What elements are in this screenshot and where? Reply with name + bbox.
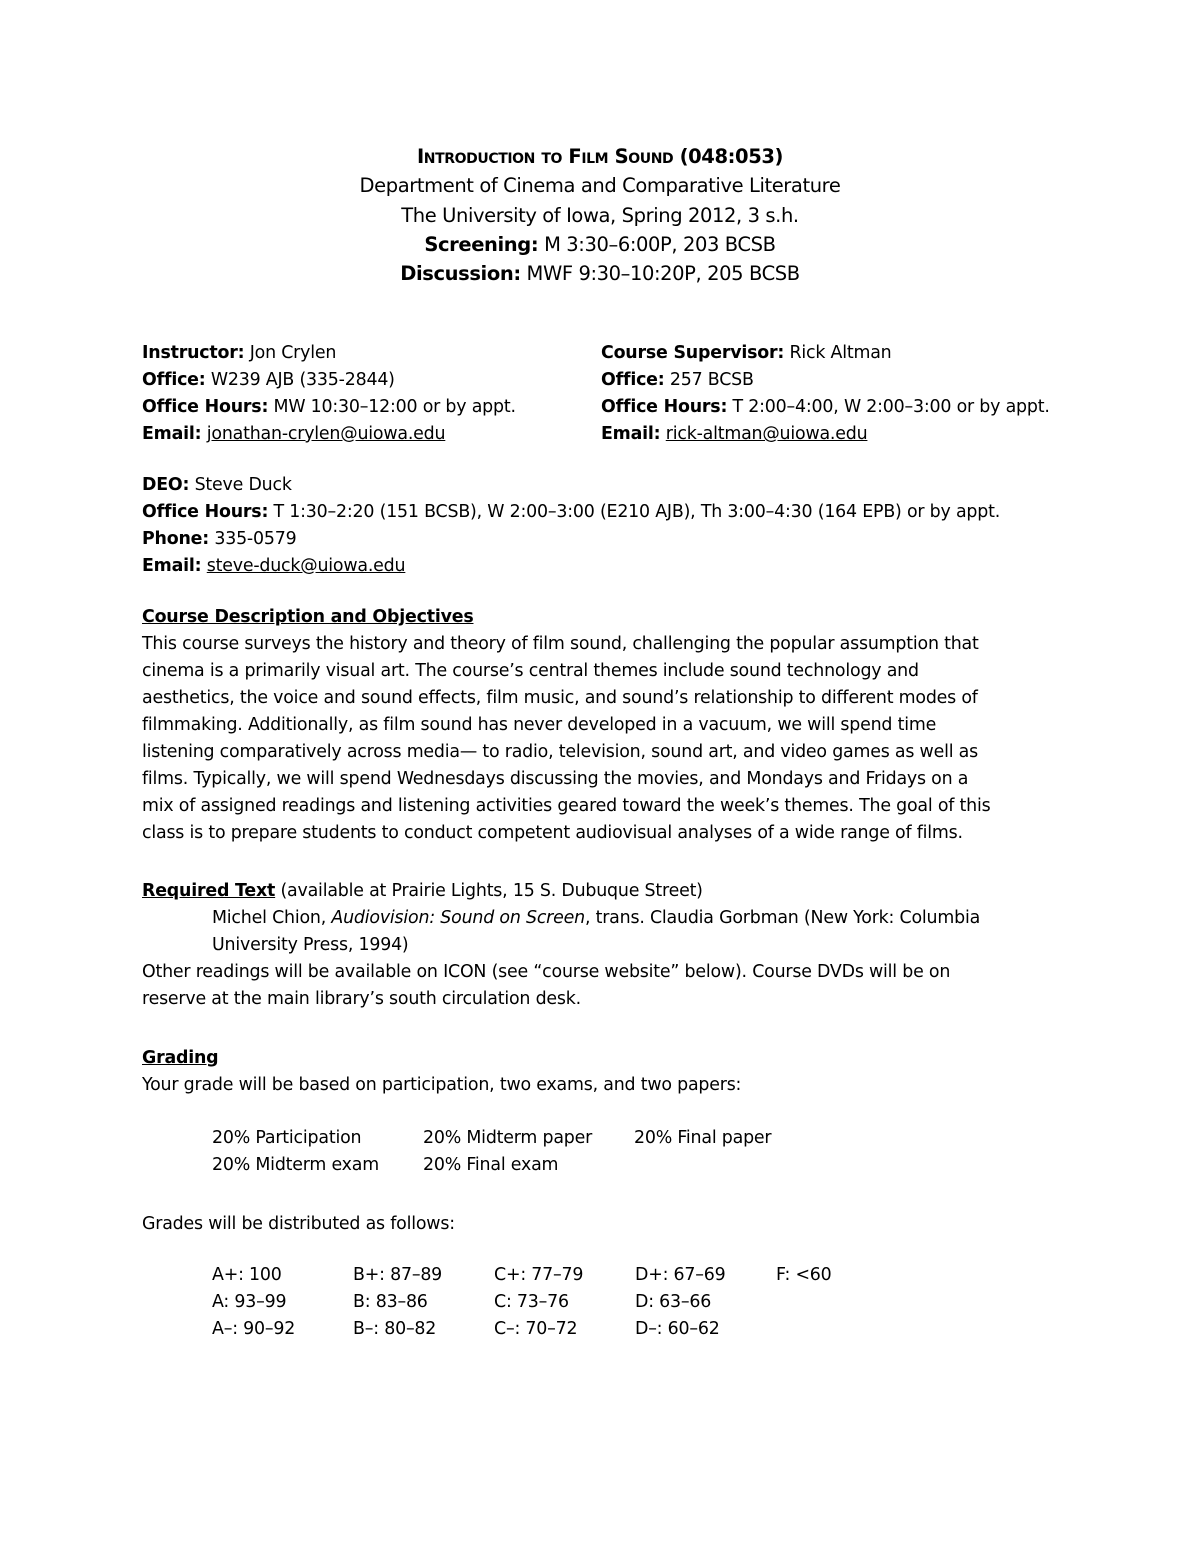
deo-email-label: Email: xyxy=(142,556,202,576)
deo-hours-label: Office Hours: xyxy=(142,502,269,522)
required-text-section xyxy=(142,878,980,1013)
supervisor-name-line xyxy=(601,340,1050,367)
supervisor-block xyxy=(601,340,1050,448)
discussion-label: Discussion: xyxy=(400,262,521,286)
deo-email-line xyxy=(142,553,1000,580)
grading-section xyxy=(142,1045,741,1099)
citation-title: Audiovision: Sound on Screen xyxy=(331,908,585,928)
discussion-value: MWF 9:30–10:20P, 205 BCSB xyxy=(520,262,800,286)
instructor-office-label: Office: xyxy=(142,370,206,390)
supervisor-hours-label: Office Hours: xyxy=(601,397,728,417)
supervisor-office: 257 BCSB xyxy=(664,370,754,390)
supervisor-email-line xyxy=(601,421,1050,448)
table-cell: 20% Midterm paper xyxy=(423,1128,593,1148)
instructor-hours-label: Office Hours: xyxy=(142,397,269,417)
instructor-email-line xyxy=(142,421,516,448)
supervisor-hours-line xyxy=(601,394,1050,421)
supervisor-office-line xyxy=(601,367,1050,394)
grading-intro: Your grade will be based on participation, two exams, and two papers: xyxy=(142,1075,742,1095)
deo-phone-line xyxy=(142,526,1000,553)
other-readings-line-1: Other readings will be available on ICON (see “course website” below). Course DVDs will be on xyxy=(142,962,951,982)
supervisor-name: Rick Altman xyxy=(784,343,892,363)
table-row xyxy=(212,1319,917,1346)
table-cell: A+: 100 xyxy=(212,1265,282,1285)
deo-email-link[interactable]: steve-duck@uiowa.edu xyxy=(206,556,406,576)
description-line: filmmaking. Additionally, as film sound has never developed in a vacuum, we will spend time xyxy=(142,715,937,735)
instructor-email-link[interactable]: jonathan-crylen@uiowa.edu xyxy=(206,424,446,444)
course-header xyxy=(0,142,1200,288)
table-cell: C–: 70–72 xyxy=(494,1319,578,1339)
grading-heading: Grading xyxy=(142,1048,219,1068)
deo-block xyxy=(142,472,1000,580)
other-readings-line-2: reserve at the main library’s south circulation desk. xyxy=(142,989,581,1009)
table-cell: D: 63–66 xyxy=(635,1292,712,1312)
supervisor-label: Course Supervisor: xyxy=(601,343,785,363)
instructor-office: W239 AJB (335-2844) xyxy=(205,370,395,390)
deo-name-line xyxy=(142,472,1000,499)
required-text-heading: Required Text xyxy=(142,881,276,901)
table-cell: 20% Participation xyxy=(212,1128,362,1148)
description-line: listening comparatively across media— to radio, television, sound art, and video games as well as xyxy=(142,742,978,762)
table-row xyxy=(212,1155,771,1182)
deo-label: DEO: xyxy=(142,475,190,495)
screening-value: M 3:30–6:00P, 203 BCSB xyxy=(538,232,776,256)
instructor-email-label: Email: xyxy=(142,424,202,444)
table-cell: B: 83–86 xyxy=(353,1292,428,1312)
description-line: films. Typically, we will spend Wednesdays discussing the movies, and Mondays and Fridays on a xyxy=(142,769,969,789)
table-cell: 20% Midterm exam xyxy=(212,1155,379,1175)
table-cell: C: 73–76 xyxy=(494,1292,569,1312)
deo-hours-line xyxy=(142,499,1000,526)
description-line: This course surveys the history and theory of film sound, challenging the popular assumption that xyxy=(142,634,979,654)
description-line: mix of assigned readings and listening activities geared toward the week’s themes. The goal of this xyxy=(142,796,991,816)
deo-hours: T 1:30–2:20 (151 BCSB), W 2:00–3:00 (E210 AJB), Th 3:00–4:30 (164 EPB) or by appt. xyxy=(268,502,1001,522)
citation-line-1 xyxy=(142,905,980,932)
screening-line xyxy=(0,230,1200,259)
instructor-block xyxy=(142,340,516,448)
table-cell: F: <60 xyxy=(776,1265,832,1285)
instructor-hours: MW 10:30–12:00 or by appt. xyxy=(268,397,516,417)
table-cell: B+: 87–89 xyxy=(353,1265,443,1285)
citation-author: Michel Chion, xyxy=(212,908,332,928)
supervisor-email-label: Email: xyxy=(601,424,661,444)
course-description-heading: Course Description and Objectives xyxy=(142,607,474,627)
grade-weights-table xyxy=(212,1128,771,1182)
instructor-office-line xyxy=(142,367,516,394)
citation-line-2: University Press, 1994) xyxy=(212,935,409,955)
table-cell: A: 93–99 xyxy=(212,1292,287,1312)
distribution-label: Grades will be distributed as follows: xyxy=(142,1214,455,1234)
table-cell xyxy=(776,1319,917,1346)
table-cell: A–: 90–92 xyxy=(212,1319,296,1339)
discussion-line xyxy=(0,259,1200,288)
table-cell: D–: 60–62 xyxy=(635,1319,720,1339)
course-title: Introduction to Film Sound (048:053) xyxy=(416,145,784,168)
table-row xyxy=(212,1292,917,1319)
table-cell: B–: 80–82 xyxy=(353,1319,437,1339)
table-row xyxy=(212,1128,771,1155)
description-line: aesthetics, the voice and sound effects, film music, and sound’s relationship to different modes of xyxy=(142,688,978,708)
table-cell: 20% Final paper xyxy=(634,1128,772,1148)
required-text-availability: (available at Prairie Lights, 15 S. Dubuque Street) xyxy=(275,881,703,901)
deo-phone: 335-0579 xyxy=(209,529,297,549)
university-line: The University of Iowa, Spring 2012, 3 s.h. xyxy=(401,203,799,227)
course-description-section xyxy=(142,604,1062,847)
supervisor-office-label: Office: xyxy=(601,370,665,390)
deo-phone-label: Phone: xyxy=(142,529,210,549)
table-cell xyxy=(634,1155,771,1182)
department-line: Department of Cinema and Comparative Literature xyxy=(359,174,841,198)
table-cell: 20% Final exam xyxy=(423,1155,559,1175)
instructor-name-line xyxy=(142,340,516,367)
description-line: class is to prepare students to conduct competent audiovisual analyses of a wide range of films. xyxy=(142,823,963,843)
instructor-name: Jon Crylen xyxy=(244,343,337,363)
required-text-heading-line xyxy=(142,878,980,905)
instructor-hours-line xyxy=(142,394,516,421)
table-cell: C+: 77–79 xyxy=(494,1265,584,1285)
supervisor-email-link[interactable]: rick-altman@uiowa.edu xyxy=(665,424,868,444)
table-cell xyxy=(776,1292,917,1319)
instructor-label: Instructor: xyxy=(142,343,245,363)
table-cell: D+: 67–69 xyxy=(635,1265,726,1285)
citation-details: , trans. Claudia Gorbman (New York: Columbia xyxy=(584,908,981,928)
deo-name: Steve Duck xyxy=(189,475,292,495)
grade-scale-table xyxy=(212,1265,917,1346)
description-line: cinema is a primarily visual art. The course’s central themes include sound technology and xyxy=(142,661,919,681)
table-row xyxy=(212,1265,917,1292)
screening-label: Screening: xyxy=(424,232,539,256)
supervisor-hours: T 2:00–4:00, W 2:00–3:00 or by appt. xyxy=(727,397,1050,417)
